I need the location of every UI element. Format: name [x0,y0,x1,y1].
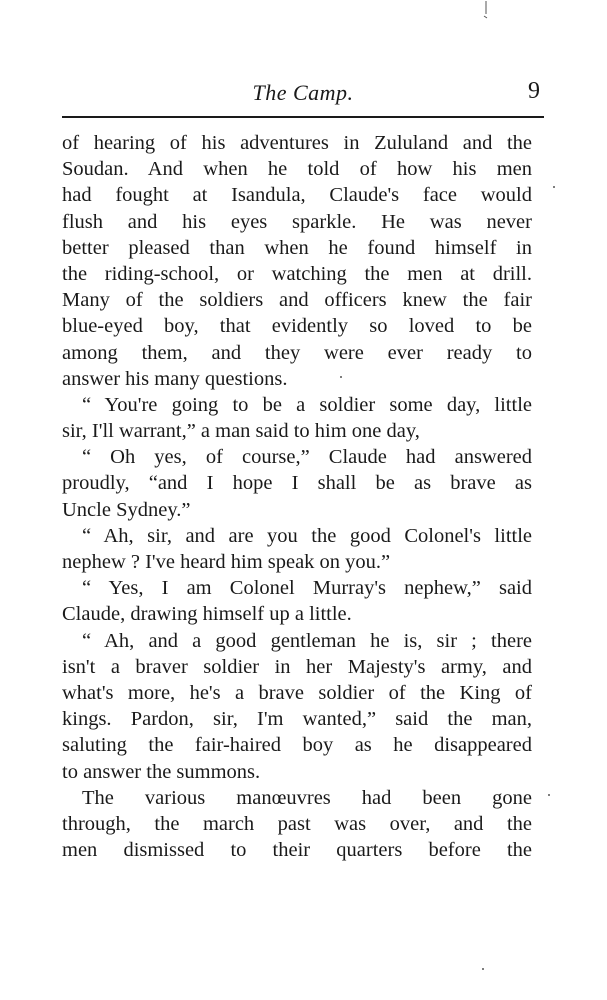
text-line: had fought at Isandula, Claude's face would [62,184,532,207]
text-line: to answer the summons. [62,760,261,783]
text-line: blue-eyed boy, that evidently so loved to be [62,315,532,338]
paper-speck [482,968,484,970]
text-line: “ Ah, sir, and are you the good Colonel's little [82,524,532,547]
text-line: The various manœuvres had been gone [82,786,532,809]
text-line: “ Oh yes, of course,” Claude had answered [82,446,532,469]
page-number: 9 [528,78,540,104]
text-line: the riding-school, or watching the men at drill. [62,262,532,285]
text-line: “ Ah, and a good gentleman he is, sir ; there [82,629,532,652]
text-line: “ You're going to be a soldier some day, little [82,393,532,416]
text-line: proudly, “and I hope I shall be as brave as [62,472,532,495]
text-line: of hearing of his adventures in Zululand and the [62,132,532,154]
text-line: Uncle Sydney.” [62,498,191,521]
text-line: isn't a braver soldier in her Majesty's army, and [62,655,532,678]
text-line: saluting the fair-haired boy as he disappeared [62,734,532,757]
text-line: Soudan. And when he told of how his men [62,158,532,181]
body-text [62,130,532,863]
text-line: Claude, drawing himself up a little. [62,603,352,626]
page-header [62,76,544,112]
text-line: kings. Pardon, sir, I'm wanted,” said the man, [62,708,532,731]
paper-speck [340,376,342,378]
text-line: “ Yes, I am Colonel Murray's nephew,” said [82,577,532,600]
text-line: sir, I'll warrant,” a man said to him one day, [62,420,420,443]
running-title: The Camp. [252,80,354,105]
text-line: flush and his eyes sparkle. He was never [62,210,532,233]
text-line: nephew ? I've heard him speak on you.” [62,551,391,573]
paper-speck [553,186,555,188]
paper-speck [548,794,550,796]
printer-mark [482,0,490,20]
text-line: answer his many questions. [62,367,288,390]
text-line: through, the march past was over, and the [62,812,532,835]
text-line: among them, and they were ever ready to [62,341,532,364]
text-line: men dismissed to their quarters before the [62,839,532,862]
text-line: Many of the soldiers and officers knew the fair [62,289,532,312]
text-line: what's more, he's a brave soldier of the King of [62,681,532,704]
text-line: better pleased than when he found himself in [62,236,532,259]
header-rule [62,116,544,118]
